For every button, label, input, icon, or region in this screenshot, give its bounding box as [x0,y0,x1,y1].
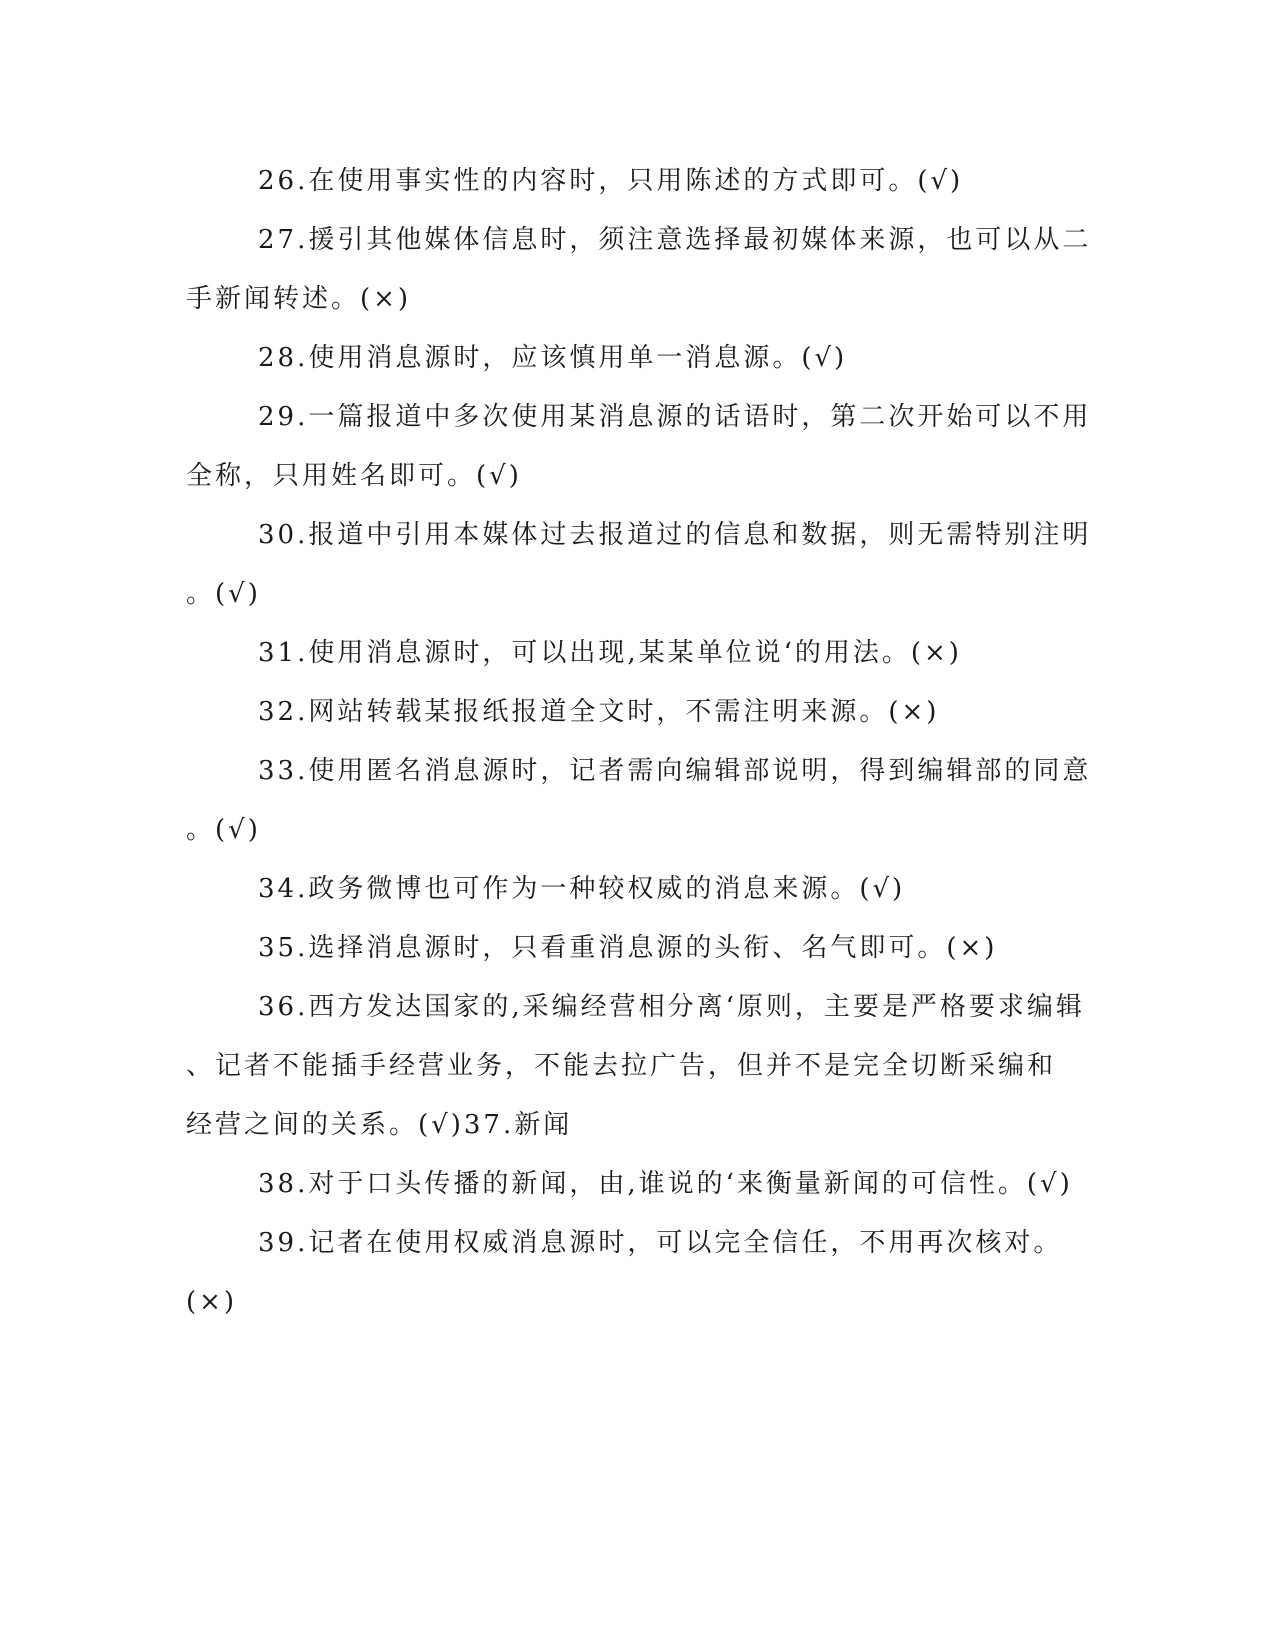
item-26: 26.在使用事实性的内容时，只用陈述的方式即可。(√) [258,166,964,196]
item-30-line-1: 30.报道中引用本媒体过去报道过的信息和数据，则无需特别注明 [258,520,1092,550]
item-28: 28.使用消息源时，应该慎用单一消息源。(√) [258,343,848,373]
item-27-line-2: 手新闻转述。(×) [186,284,412,314]
item-33-line-1: 33.使用匿名消息源时，记者需向编辑部说明，得到编辑部的同意 [258,756,1092,786]
item-39-line-2: (×) [186,1287,238,1317]
item-32: 32.网站转载某报纸报道全文时，不需注明来源。(×) [258,697,940,727]
item-29-line-1: 29.一篇报道中多次使用某消息源的话语时，第二次开始可以不用 [258,402,1092,432]
item-33-line-2: 。(√) [186,815,261,845]
item-27-line-1: 27.援引其他媒体信息时，须注意选择最初媒体来源，也可以从二 [258,225,1092,255]
item-29-line-2: 全称，只用姓名即可。(√) [186,461,522,491]
item-36-line-2: 、记者不能插手经营业务，不能去拉广告，但并不是完全切断采编和 [186,1051,1057,1081]
item-35: 35.选择消息源时，只看重消息源的头衔、名气即可。(×) [258,933,998,963]
item-31: 31.使用消息源时，可以出现,某某单位说‘的用法。(×) [258,638,962,668]
item-39-line-1: 39.记者在使用权威消息源时，可以完全信任，不用再次核对。 [258,1228,1063,1258]
item-30-line-2: 。(√) [186,579,261,609]
item-36-line-1: 36.西方发达国家的,采编经营相分离‘原则，主要是严格要求编辑 [258,992,1085,1022]
item-38: 38.对于口头传播的新闻，由,谁说的‘来衡量新闻的可信性。(√) [258,1169,1073,1199]
item-36-line-3: 经营之间的关系。(√)37.新闻 [186,1110,573,1140]
item-34: 34.政务微博也可作为一种较权威的消息来源。(√) [258,874,906,904]
